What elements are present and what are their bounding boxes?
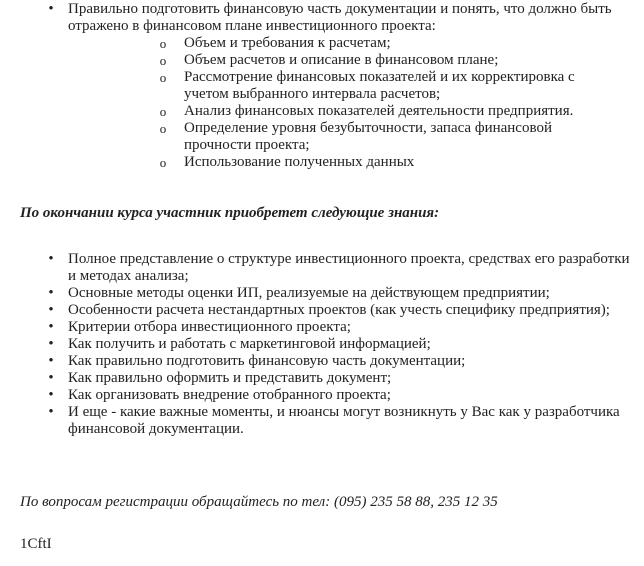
sub-list-item: [68, 154, 632, 171]
knowledge-heading: По окончании курса участник приобретет следующие знания:: [20, 205, 440, 221]
bullet-icon: •: [48, 370, 54, 386]
knowledge-list-item: [0, 387, 640, 404]
knowledge-item-text: Как правильно подготовить финансовую часть документации;: [68, 353, 466, 369]
sub-item-text: Объем расчетов и описание в финансовом плане;: [184, 52, 499, 68]
knowledge-list-item: [0, 319, 640, 336]
bullet-icon: •: [48, 319, 54, 335]
footer-code: 1CftI: [20, 536, 52, 552]
contact-info: По вопросам регистрации обращайтесь по тел: (095) 235 58 88, 235 12 35: [20, 494, 498, 510]
sub-item-text: Рассмотрение финансовых показателей и их корректировка с учетом выбранного интервала расчетов;: [184, 69, 575, 102]
bullet-icon: •: [48, 1, 54, 17]
bullet-icon: •: [48, 336, 54, 352]
bullet-icon: •: [48, 404, 54, 420]
sub-item-text: Использование полученных данных: [184, 154, 415, 170]
knowledge-list-item: [0, 336, 640, 353]
sub-list-item: [68, 69, 632, 103]
sub-item-text: Анализ финансовых показателей деятельности предприятия.: [184, 103, 574, 119]
sub-list-item: [68, 35, 632, 52]
knowledge-item-text: Как правильно оформить и представить документ;: [68, 370, 392, 386]
intro-bullet-list: [0, 0, 640, 171]
knowledge-list-item: [0, 302, 640, 319]
intro-item-text: Правильно подготовить финансовую часть документации и понять, что должно быть отражено в финансовом плане инвестиционного проекта:: [68, 1, 612, 34]
knowledge-list-item: [0, 285, 640, 302]
knowledge-item-text: Основные методы оценки ИП, реализуемые на действующем предприятии;: [68, 285, 550, 301]
knowledge-list-item: [0, 370, 640, 387]
sub-list-item: [68, 103, 632, 120]
knowledge-item-text: Особенности расчета нестандартных проектов (как учесть специфику предприятия);: [68, 302, 610, 318]
sub-list-item: [68, 52, 632, 69]
sub-bullet-list: [68, 35, 632, 171]
bullet-icon: •: [48, 251, 54, 267]
circle-bullet-icon: o: [159, 155, 167, 170]
circle-bullet-icon: o: [159, 70, 167, 85]
bullet-icon: •: [48, 353, 54, 369]
knowledge-list-item: [0, 404, 640, 438]
bullet-icon: •: [48, 387, 54, 403]
knowledge-item-text: И еще - какие важные моменты, и нюансы могут возникнуть у Вас как у разработчика финансовой документации.: [68, 404, 620, 437]
sub-item-text: Объем и требования к расчетам;: [184, 35, 391, 51]
bullet-icon: •: [48, 302, 54, 318]
bullet-icon: •: [48, 285, 54, 301]
sub-list-item: [68, 120, 632, 154]
knowledge-bullet-list: [0, 251, 640, 438]
knowledge-list-item: [0, 353, 640, 370]
knowledge-list-item: [0, 251, 640, 285]
knowledge-item-text: Как организовать внедрение отобранного проекта;: [68, 387, 391, 403]
knowledge-item-text: Как получить и работать с маркетинговой информацией;: [68, 336, 431, 352]
knowledge-item-text: Критерии отбора инвестиционного проекта;: [68, 319, 351, 335]
circle-bullet-icon: o: [159, 36, 167, 51]
circle-bullet-icon: o: [159, 104, 167, 119]
circle-bullet-icon: o: [159, 53, 167, 68]
sub-item-text: Определение уровня безубыточности, запаса финансовой прочности проекта;: [184, 120, 552, 153]
knowledge-item-text: Полное представление о структуре инвестиционного проекта, средствах его разработки и методах анализа;: [68, 251, 630, 284]
circle-bullet-icon: o: [159, 121, 167, 136]
intro-list-item: [0, 1, 640, 171]
